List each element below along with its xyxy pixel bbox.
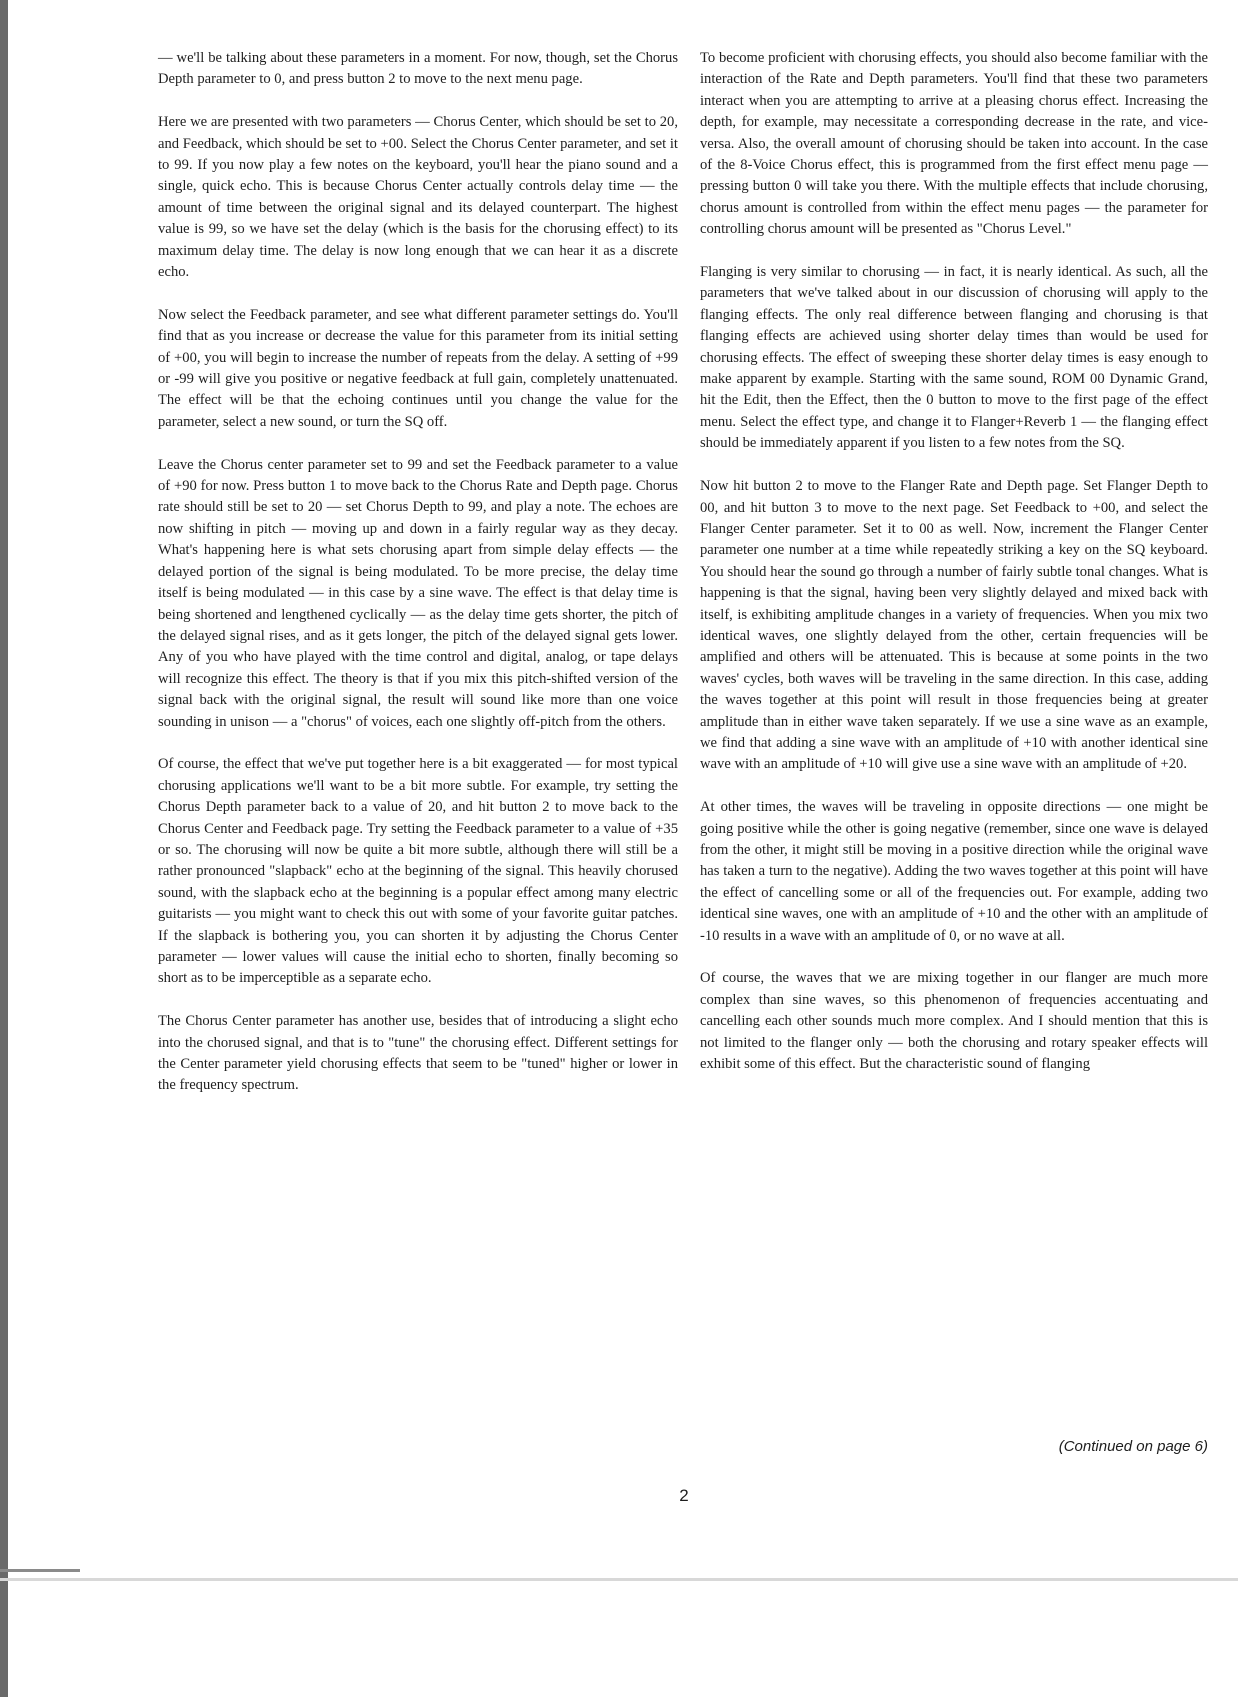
left-column [158,48,678,1118]
paragraph: Flanging is very similar to chorusing — in fact, it is nearly identical. As such, all the parameters that we've talked about in our discussion of chorusing will apply to the flanging effects. The only real difference between flanging and chorusing is that flanging effects are achieved using shorter delay times than would be used for chorusing effects. The effect of sweeping these shorter delay times is easy enough to make apparent by example. Starting with the same sound, ROM 00 Dynamic Grand, hit the Edit, then the Effect, then the 0 button to move to the first page of the effect menu. Select the effect type, and change it to Flanger+Reverb 1 — the flanging effect should be immediately apparent if you listen to a few notes from the SQ. [700,264,1208,452]
continued-note: (Continued on page 6) [1058,1438,1208,1455]
paragraph: To become proficient with chorusing effects, you should also become familiar with the interaction of the Rate and Depth parameters. You'll find that these two parameters interact when you are attempting to arrive at a pleasing chorus effect. Increasing the depth, for example, may necessitate a corresponding decrease in the rate, and vice-versa. Also, the overall amount of chorusing should be taken into account. In the case of the 8-Voice Chorus effect, this is programmed from the first effect menu page — pressing button 0 will take you there. With the multiple effects that include chorusing, chorus amount is controlled from within the effect menu pages — the parameter for controlling chorus amount will be presented as "Chorus Level." [700,50,1208,238]
scan-edge-left [0,0,8,1697]
paragraph: Now select the Feedback parameter, and see what different parameter settings do. You'll find that as you increase or decrease the value for this parameter from its initial setting of +00, you will begin to increase the number of repeats from the delay. A setting of +99 or -99 will give you positive or negative feedback at full gain, completely unattenuated. The effect will be that the echoing continues until you change the value for the parameter, select a new sound, or turn the SQ off. [158,306,678,430]
paragraph: At other times, the waves will be traveling in opposite directions — one might be going positive while the other is going negative (remember, since one wave is delayed from the other, it might still be moving in a positive direction while the original wave has taken a turn to the negative). Adding the two waves together at this point will have the effect of cancelling some or all of the frequencies out. For example, adding two identical sine waves, one with an amplitude of +10 and the other with an amplitude of -10 results in a wave with an amplitude of 0, or no wave at all. [700,799,1208,944]
paragraph: The Chorus Center parameter has another use, besides that of introducing a slight echo into the chorused signal, and that is to "tune" the chorusing effect. Different settings for the Center parameter yield chorusing effects that seem to be "tuned" higher or lower in the frequency spectrum. [158,1013,678,1094]
scan-edge-bottom [0,1578,1238,1581]
paragraph: Here we are presented with two parameters — Chorus Center, which should be set to 20, and Feedback, which should be set to +00. Select the Chorus Center parameter, and set it to 99. If you now play a few notes on the keyboard, you'll hear the piano sound and a single, quick echo. This is because Chorus Center actually controls delay time — the amount of time between the original signal and its delayed counterpart. The highest value is 99, so we have set the delay (which is the basis for the chorusing effect) to its maximum delay time. The delay is now long enough that we can hear it as a discrete echo. [158,114,678,281]
scan-edge-mark [0,1569,80,1572]
paragraph: Of course, the effect that we've put together here is a bit exaggerated — for most typical chorusing applications we'll want to be a bit more subtle. For example, try setting the Chorus Depth parameter back to a value of 20, and hit button 2 to move back to the Chorus Center and Feedback page. Try setting the Feedback parameter to a value of +35 or so. The chorusing will now be quite a bit more subtle, although there will still be a rather pronounced "slapback" echo at the beginning of the signal. This heavily chorused sound, with the slapback echo at the beginning is a popular effect among many electric guitarists — you might want to check this out with some of your favorite guitar patches. If the slapback is bothering you, you can shorten it by adjusting the Chorus Center parameter — lower values will cause the initial echo to shorten, finally becoming so short as to be imperceptible as a separate echo. [158,756,678,987]
paragraph: — we'll be talking about these parameters in a moment. For now, though, set the Chorus Depth parameter to 0, and press button 2 to move to the next menu page. [158,50,678,88]
right-column [700,48,1208,1097]
paragraph: Leave the Chorus center parameter set to 99 and set the Feedback parameter to a value of +90 for now. Press button 1 to move back to the Chorus Rate and Depth page. Chorus rate should still be set to 20 — set Chorus Depth to 99, and play a note. The echoes are now shifting in pitch — moving up and down in a fairly regular way as they decay. What's happening here is what sets chorusing apart from simple delay effects — the delayed portion of the signal is being modulated. To be more precise, the delay time itself is being modulated — in this case by a sine wave. The effect is that delay time is being shortened and lengthened cyclically — as the delay time gets shorter, the pitch of the delayed signal rises, and as it gets longer, the pitch of the delayed signal gets lower. Any of you who have played with the time control and digital, analog, or tape delays will recognize this effect. The theory is that if you mix this pitch-shifted version of the signal back with the original signal, the result will sound like more than one voice sounding in unison — a "chorus" of voices, each one slightly off-pitch from the others. [158,456,678,730]
paragraph: Of course, the waves that we are mixing together in our flanger are much more complex than sine waves, so this phenomenon of frequencies accentuating and cancelling each other sounds much more complex. And I should mention that this is not limited to the flanger only — both the chorusing and rotary speaker effects will exhibit some of this effect. But the characteristic sound of flanging [700,970,1208,1073]
paragraph: Now hit button 2 to move to the Flanger Rate and Depth page. Set Flanger Depth to 00, and hit button 3 to move to the next page. Set Feedback to +00, and select the Flanger Center parameter. Set it to 00 as well. Now, increment the Flanger Center parameter one number at a time while repeatedly striking a key on the SQ keyboard. You should hear the sound go through a number of fairly subtle tonal changes. What is happening is that the signal, having been very slightly delayed and mixed back with itself, is exhibiting amplitude changes in a variety of frequencies. When you mix two identical waves, one slightly delayed from the other, certain frequencies will be amplified and others will be attenuated. This is because at some points in the two waves' cycles, both waves will be traveling in the same direction. In this case, adding the waves together at this point will result in those frequencies being at greater amplitude than in either wave taken separately. If we use a sine wave as an example, we find that adding a sine wave with an amplitude of +10 with another identical sine wave with an amplitude of +10 will give use a sine wave with an amplitude of +20. [700,478,1208,773]
page-number: 2 [679,1486,689,1505]
